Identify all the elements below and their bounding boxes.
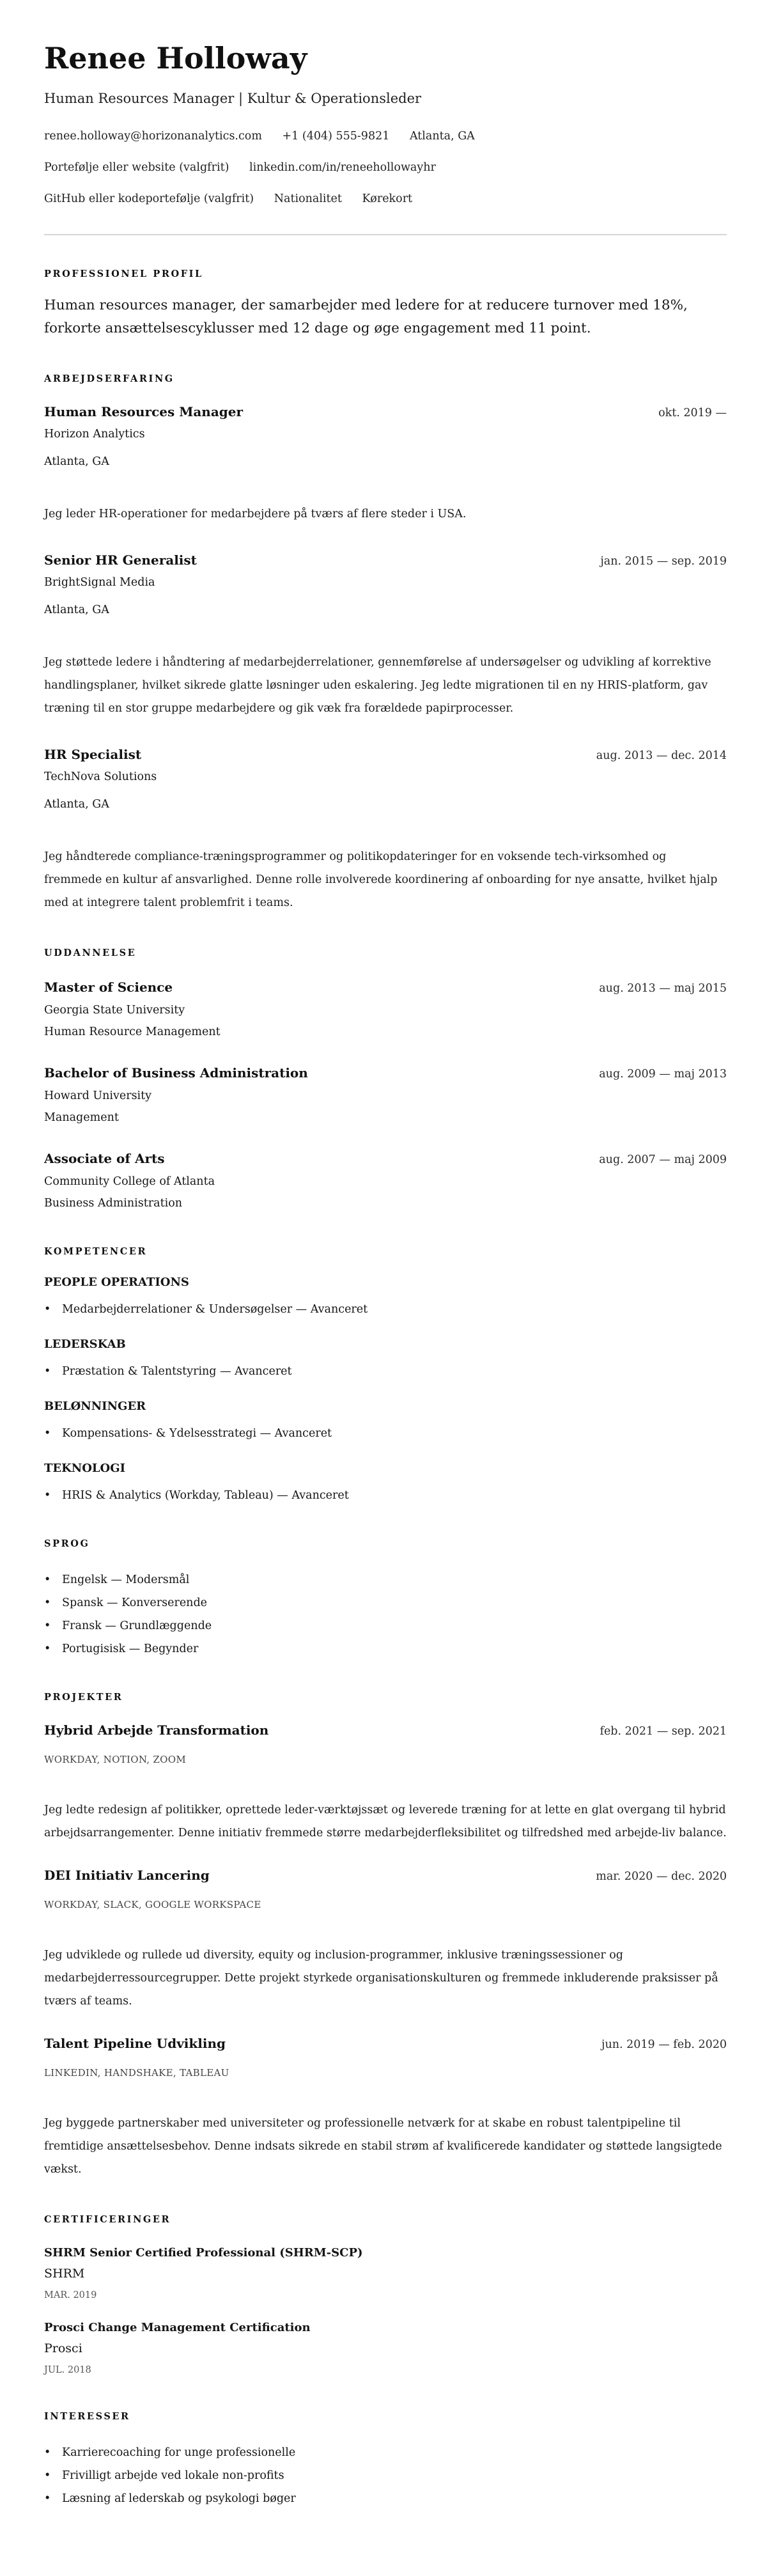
skills-section <box>44 1245 727 1505</box>
project-description: Jeg byggede partnerskaber med universiteter og professionelle netværk for at skabe en robust talentpipeline til fremtidige ansættelsesbehov. Denne indsats sikrede en stabil strøm af kvalificerede kandidater og støttede langsigtede vækst. <box>44 2117 722 2176</box>
skill-item: • HRIS & Analytics (Workday, Tableau) — Avanceret <box>44 1486 727 1505</box>
education-section <box>44 947 727 1213</box>
certification-entry <box>44 2244 727 2303</box>
skill-group-title: BELØNNINGER <box>44 1400 146 1413</box>
certification-title: SHRM Senior Certified Professional (SHRM-SCP) <box>44 2246 363 2260</box>
job-description: Jeg støttede ledere i håndtering af medarbejderrelationer, gennemførelse af undersøgelser og udvikling af korrektive handlingsplaner, hvilket sikrede glatte løsninger uden eskalering. Jeg ledte migrationen til en ny HRIS-platform, gav træning til en stor gruppe medarbejdere og gik væk fra forældede papirprocesser. <box>44 656 711 715</box>
project-entry <box>44 1866 727 2013</box>
language-item: • Fransk — Grundlæggende <box>44 1614 727 1637</box>
skill-group-title: PEOPLE OPERATIONS <box>44 1276 189 1289</box>
contact-line-primary <box>44 127 727 146</box>
project-entry <box>44 1721 727 1845</box>
candidate-name: Renee Holloway <box>44 41 307 75</box>
job-entry <box>44 402 727 526</box>
job-company: Horizon Analytics <box>44 428 145 441</box>
skill-group <box>44 1336 727 1381</box>
degree-title: Bachelor of Business Administration <box>44 1065 308 1081</box>
section-heading-profile: PROFESSIONEL PROFIL <box>44 269 203 279</box>
field-of-study: Human Resource Management <box>44 1026 221 1038</box>
language-item: • Spansk — Konverserende <box>44 1591 727 1614</box>
school-name: Howard University <box>44 1089 152 1102</box>
header-divider <box>44 234 727 235</box>
job-dates: okt. 2019 — <box>658 407 727 419</box>
experience-section <box>44 373 727 914</box>
project-tech-stack: WORKDAY, SLACK, GOOGLE WORKSPACE <box>44 1899 261 1910</box>
skill-group <box>44 1398 727 1443</box>
contact-line-links <box>44 158 727 177</box>
job-company: BrightSignal Media <box>44 576 155 589</box>
certification-issuer: Prosci <box>44 2341 82 2355</box>
candidate-headline: Human Resources Manager | Kultur & Operationsleder <box>44 91 422 106</box>
language-item: • Portugisisk — Begynder <box>44 1637 727 1660</box>
contact-github[interactable]: GitHub eller kodeportefølje (valgfrit) <box>44 192 254 205</box>
project-tech-stack: WORKDAY, NOTION, ZOOM <box>44 1754 186 1765</box>
job-description: Jeg leder HR-operationer for medarbejdere på tværs af flere steder i USA. <box>44 508 467 520</box>
degree-title: Associate of Arts <box>44 1151 165 1166</box>
skill-group-title: LEDERSKAB <box>44 1338 126 1351</box>
contact-location: Atlanta, GA <box>409 130 475 143</box>
contact-line-extra <box>44 189 727 208</box>
interest-item: • Karrierecoaching for unge professionelle <box>44 2441 727 2464</box>
job-dates: jan. 2015 — sep. 2019 <box>600 555 727 568</box>
job-location: Atlanta, GA <box>44 455 109 468</box>
certification-issuer: SHRM <box>44 2267 85 2281</box>
project-title: Hybrid Arbejde Transformation <box>44 1722 269 1738</box>
job-location: Atlanta, GA <box>44 604 109 616</box>
job-title: Senior HR Generalist <box>44 552 197 568</box>
job-company: TechNova Solutions <box>44 770 157 783</box>
education-entry <box>44 1063 727 1127</box>
certifications-section <box>44 2213 727 2378</box>
section-heading-interests: INTERESSER <box>44 2411 130 2422</box>
section-heading-skills: KOMPETENCER <box>44 1246 148 1257</box>
skill-group-title: TEKNOLOGI <box>44 1462 126 1475</box>
language-item: • Engelsk — Modersmål <box>44 1568 727 1591</box>
interest-item: • Læsning af lederskab og psykologi bøger <box>44 2487 727 2510</box>
job-description: Jeg håndterede compliance-træningsprogrammer og politikopdateringer for en voksende tech-virksomhed og fremmede en kultur af ansvarlighed. Denne rolle involverede koordinering af onboarding for nye ansatte, hvilket hjalp med at integrere talent problemfrit i teams. <box>44 850 718 909</box>
education-dates: aug. 2007 — maj 2009 <box>599 1153 727 1166</box>
section-heading-projects: PROJEKTER <box>44 1692 123 1703</box>
skill-item: • Kompensations- & Ydelsesstrategi — Avanceret <box>44 1424 727 1443</box>
education-entry <box>44 978 727 1042</box>
certification-date: JUL. 2018 <box>44 2365 91 2375</box>
job-location: Atlanta, GA <box>44 798 109 811</box>
project-description: Jeg ledte redesign af politikker, oprettede leder-værktøjssæt og leverede træning for at lette en glat overgang til hybrid arbejdsarrangementer. Denne initiativ fremmede større medarbejderfleksibilitet og tilfredshed med arbejde-liv balance. <box>44 1804 727 1839</box>
project-dates: jun. 2019 — feb. 2020 <box>601 2038 727 2051</box>
contact-linkedin[interactable]: linkedin.com/in/reneehollowayhr <box>249 161 436 174</box>
school-name: Georgia State University <box>44 1004 185 1017</box>
education-dates: aug. 2009 — maj 2013 <box>599 1068 727 1081</box>
job-title: HR Specialist <box>44 747 142 762</box>
contact-drivers-license: Kørekort <box>362 192 413 205</box>
contact-email[interactable]: renee.holloway@horizonanalytics.com <box>44 130 262 143</box>
education-entry <box>44 1149 727 1213</box>
project-title: Talent Pipeline Udvikling <box>44 2036 226 2051</box>
section-heading-certifications: CERTIFICERINGER <box>44 2214 171 2225</box>
certification-title: Prosci Change Management Certification <box>44 2321 311 2334</box>
job-dates: aug. 2013 — dec. 2014 <box>596 749 727 762</box>
section-heading-languages: SPROG <box>44 1538 90 1549</box>
profile-section <box>44 268 727 340</box>
project-entry <box>44 2034 727 2181</box>
project-description: Jeg udviklede og rullede ud diversity, equity og inclusion-programmer, inklusive træningssessioner og medarbejderressourcegrupper. Dette projekt styrkede organisationskulturen og fremmede inkluderende praksisser på tværs af teams. <box>44 1949 718 2008</box>
skill-item: • Præstation & Talentstyring — Avanceret <box>44 1362 727 1381</box>
certification-entry <box>44 2319 727 2378</box>
project-tech-stack: LINKEDIN, HANDSHAKE, TABLEAU <box>44 2067 229 2079</box>
field-of-study: Management <box>44 1111 119 1124</box>
certification-date: MAR. 2019 <box>44 2290 97 2300</box>
contact-nationality: Nationalitet <box>274 192 342 205</box>
section-heading-experience: ARBEJDSERFARING <box>44 373 174 384</box>
job-title: Human Resources Manager <box>44 404 244 419</box>
resume-header <box>44 40 727 208</box>
profile-summary: Human resources manager, der samarbejder med ledere for at reducere turnover med 18%, forkorte ansættelsescyklusser med 12 dage og øge engagement med 11 point. <box>44 297 688 336</box>
skill-group <box>44 1460 727 1505</box>
skill-group <box>44 1274 727 1319</box>
project-dates: mar. 2020 — dec. 2020 <box>596 1870 727 1883</box>
section-heading-education: UDDANNELSE <box>44 948 137 958</box>
job-entry <box>44 745 727 914</box>
languages-section <box>44 1538 727 1660</box>
school-name: Community College of Atlanta <box>44 1175 215 1188</box>
skill-item: • Medarbejderrelationer & Undersøgelser — Avanceret <box>44 1300 727 1319</box>
interests-section <box>44 2410 727 2510</box>
degree-title: Master of Science <box>44 980 173 995</box>
contact-phone[interactable]: +1 (404) 555-9821 <box>282 130 390 143</box>
job-entry <box>44 550 727 720</box>
field-of-study: Business Administration <box>44 1197 183 1210</box>
project-title: DEI Initiativ Lancering <box>44 1868 210 1883</box>
contact-portfolio[interactable]: Portefølje eller website (valgfrit) <box>44 161 229 174</box>
education-dates: aug. 2013 — maj 2015 <box>599 982 727 995</box>
projects-section <box>44 1691 727 2181</box>
project-dates: feb. 2021 — sep. 2021 <box>600 1725 727 1738</box>
interest-item: • Frivilligt arbejde ved lokale non-profits <box>44 2464 727 2487</box>
